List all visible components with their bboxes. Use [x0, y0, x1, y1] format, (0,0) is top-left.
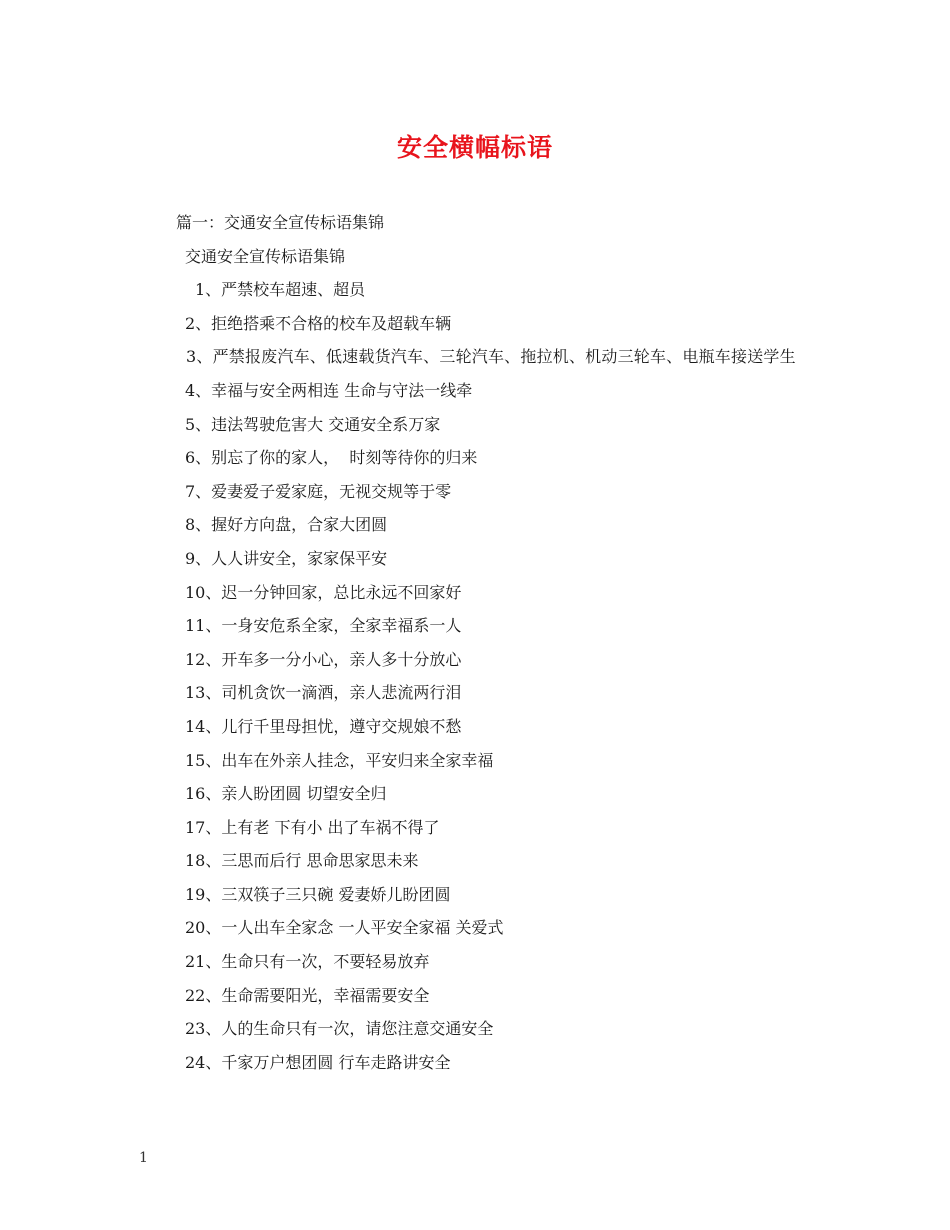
list-item: 24、千家万户想团圆 行车走路讲安全 — [185, 1052, 451, 1072]
list-item: 18、三思而后行 思命思家思未来 — [185, 851, 419, 871]
list-item: 12、开车多一分小心，亲人多十分放心 — [185, 649, 462, 669]
document-body — [139, 206, 829, 1079]
subheading: 交通安全宣传标语集锦 — [185, 246, 346, 266]
document-title: 安全横幅标语 — [396, 133, 553, 162]
list-item: 19、三双筷子三只碗 爱妻娇儿盼团圆 — [185, 884, 451, 904]
list-item: 2、拒绝搭乘不合格的校车及超载车辆 — [185, 313, 452, 333]
list-item: 21、生命只有一次，不要轻易放弃 — [185, 952, 430, 972]
list-item: 5、违法驾驶危害大 交通安全系万家 — [185, 414, 441, 434]
list-item: 1、严禁校车超速、超员 — [195, 280, 366, 300]
list-item: 11、一身安危系全家，全家幸福系一人 — [185, 616, 462, 636]
list-item: 20、一人出车全家念 一人平安全家福 关爱式 — [185, 918, 504, 938]
list-item: 4、幸福与安全两相连 生命与守法一线牵 — [185, 380, 473, 400]
list-item: 15、出车在外亲人挂念，平安归来全家幸福 — [185, 750, 494, 770]
list-item: 6、别忘了你的家人， 时刻等待你的归来 — [185, 448, 478, 468]
list-item: 8、握好方向盘，合家大团圆 — [185, 515, 388, 535]
list-item: 13、司机贪饮一滴酒，亲人悲流两行泪 — [185, 683, 462, 703]
list-item: 16、亲人盼团圆 切望安全归 — [185, 784, 387, 804]
list-item: 17、上有老 下有小 出了车祸不得了 — [185, 817, 440, 837]
list-item: 23、人的生命只有一次，请您注意交通安全 — [185, 1019, 494, 1039]
list-item: 9、人人讲安全，家家保平安 — [185, 548, 388, 568]
section-heading: 篇一：交通安全宣传标语集锦 — [176, 213, 385, 232]
list-item: 14、儿行千里母担忧，遵守交规娘不愁 — [185, 716, 462, 736]
page-number: 1 — [139, 1150, 148, 1166]
list-item: 10、迟一分钟回家，总比永远不回家好 — [185, 582, 462, 602]
list-item: 7、爱妻爱子爱家庭，无视交规等于零 — [185, 481, 452, 501]
list-item: 22、生命需要阳光，幸福需要安全 — [185, 985, 430, 1005]
list-item: 3、严禁报废汽车、低速载货汽车、三轮汽车、拖拉机、机动三轮车、电瓶车接送学生 — [186, 347, 796, 367]
